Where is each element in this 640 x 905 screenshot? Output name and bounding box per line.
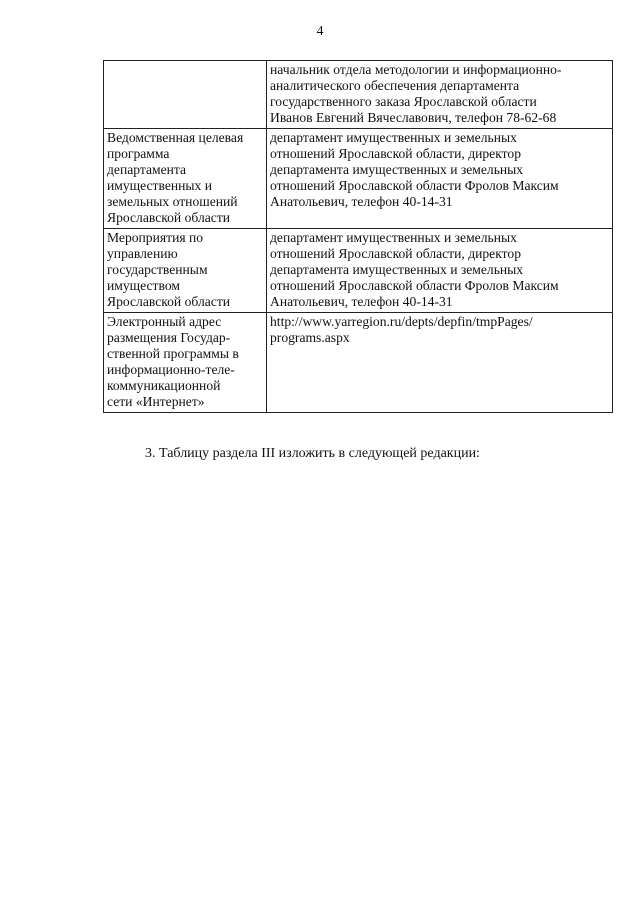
table-row — [104, 61, 613, 129]
table-row — [104, 129, 613, 229]
instruction-paragraph: 3. Таблицу раздела III изложить в следующей редакции: — [145, 446, 480, 461]
row-value: начальник отдела методологии и информационно- аналитического обеспечения департамента государственного заказа Ярославской области Иванов Евгений Вячеславович, телефон 78-62-68 — [267, 61, 613, 129]
row-label: Ведомственная целевая программа департамента имущественных и земельных отношений Ярославской области — [104, 129, 267, 229]
program-info-table — [103, 60, 613, 413]
table-row — [104, 229, 613, 313]
row-label — [104, 61, 267, 129]
program-url: http://www.yarregion.ru/depts/depfin/tmpPages/ programs.aspx — [267, 313, 613, 413]
row-value: департамент имущественных и земельных отношений Ярославской области, директор департамента имущественных и земельных отношений Ярославской области Фролов Максим Анатольевич, телефон 40-14-31 — [267, 129, 613, 229]
row-label: Мероприятия по управлению государственным имуществом Ярославской области — [104, 229, 267, 313]
row-label: Электронный адрес размещения Государ- ственной программы в информационно-теле- коммуникационной сети «Интернет» — [104, 313, 267, 413]
page-number: 4 — [316, 24, 324, 39]
row-value: департамент имущественных и земельных отношений Ярославской области, директор департамента имущественных и земельных отношений Ярославской области Фролов Максим Анатольевич, телефон 40-14-31 — [267, 229, 613, 313]
table-row — [104, 313, 613, 413]
